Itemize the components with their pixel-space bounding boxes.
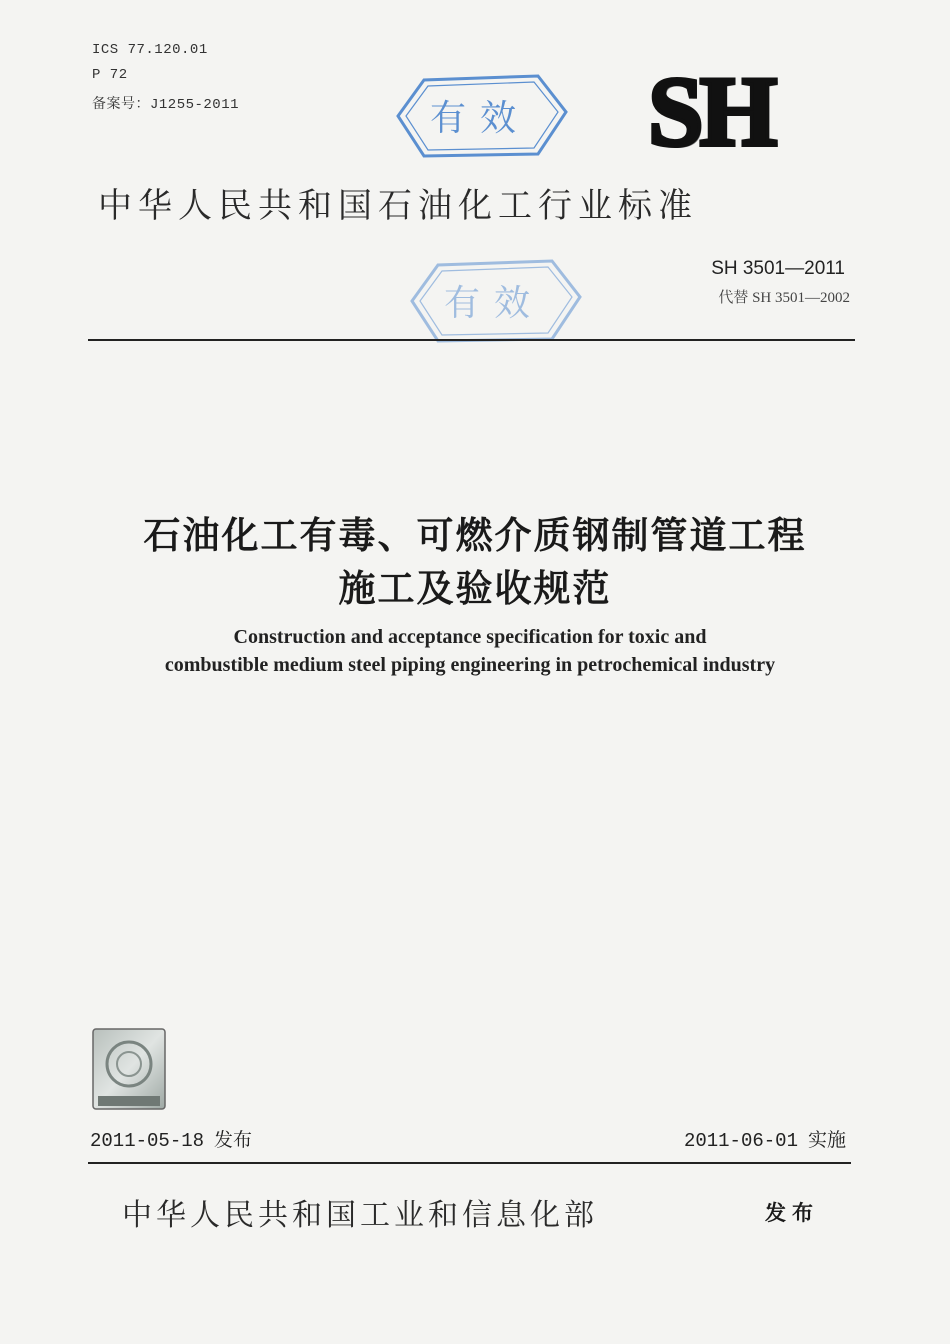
publish-label: 发布 [765, 1201, 819, 1225]
effective-date-block [684, 1125, 846, 1152]
valid-stamp-middle [402, 255, 587, 347]
valid-stamp-top [388, 70, 573, 162]
effective-label: 实施 [807, 1129, 846, 1151]
issuing-organization: 中华人民共和国工业和信息化部 [122, 1198, 598, 1233]
title-cn-line1: 石油化工有毒、可燃介质钢制管道工程 [143, 514, 807, 557]
record-number: 备案号：J1255-2011 [92, 97, 240, 113]
standard-category-title: 中华人民共和国石油化工行业标准 [98, 186, 698, 226]
issue-date-block [90, 1125, 252, 1152]
replaces-standard: 代替 SH 3501—2002 [718, 290, 850, 306]
classification-code: P 72 [92, 67, 128, 83]
header-divider [88, 339, 855, 341]
footer-divider [88, 1162, 851, 1164]
sh-logo: SH [648, 56, 774, 167]
title-en-line1: Construction and acceptance specification for toxic and [233, 626, 707, 648]
issue-date: 2011-05-18 [90, 1130, 205, 1152]
hologram-label [92, 1028, 166, 1110]
title-en-line2: combustible medium steel piping engineering in petrochemical industry [164, 654, 776, 676]
standard-number: SH 3501—2011 [711, 258, 845, 279]
stamp-text-top: 有效 [429, 98, 531, 139]
stamp-text-middle: 有效 [443, 283, 545, 324]
ics-code: ICS 77.120.01 [92, 42, 208, 58]
title-cn-line2: 施工及验收规范 [338, 567, 612, 610]
effective-date: 2011-06-01 [683, 1130, 798, 1152]
issue-label: 发布 [214, 1129, 253, 1151]
